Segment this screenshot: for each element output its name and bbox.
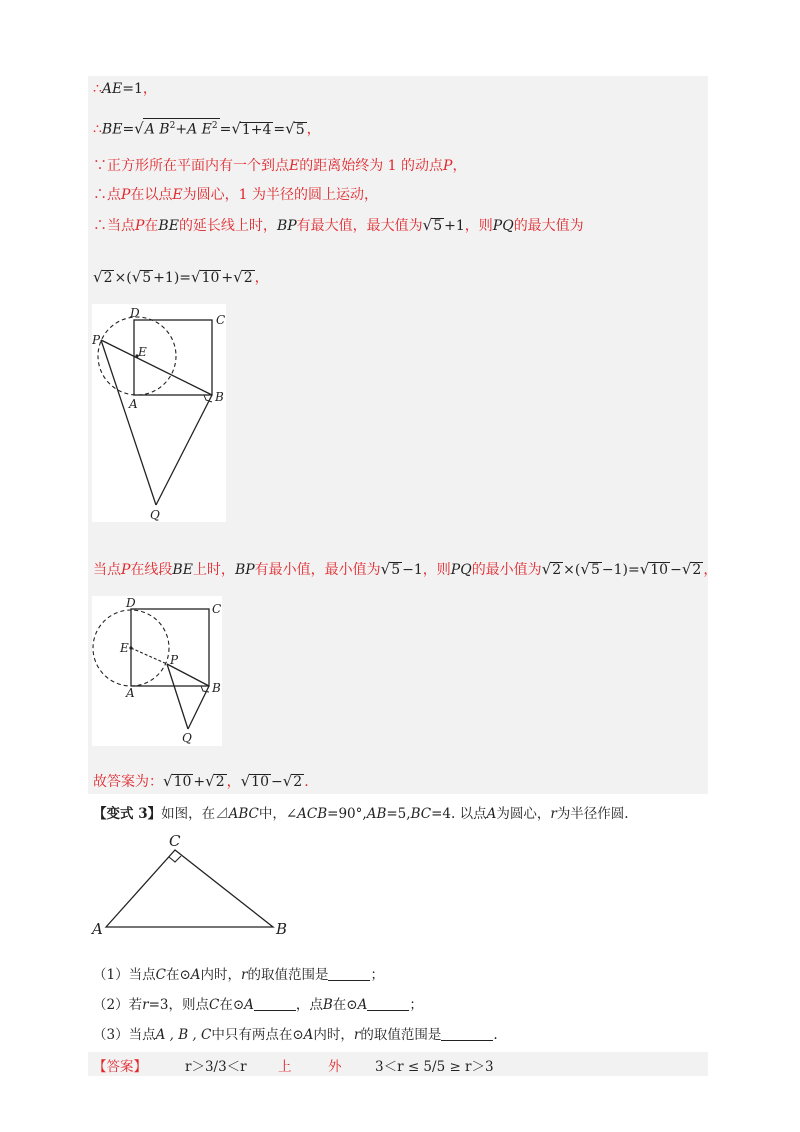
figure-2-min-case [92, 596, 222, 746]
center-e-dot [129, 646, 132, 649]
label-c: C [169, 832, 181, 850]
label-d: D [126, 596, 136, 610]
answer-blank-3[interactable] [367, 996, 409, 1011]
label-c: C [216, 313, 226, 327]
figure-3-diagram [90, 828, 295, 940]
answer-4: 3＜r ≤ 5/5 ≥ r＞3 [375, 1059, 494, 1075]
segment-bq [188, 686, 209, 729]
solution-line-3: ∵正方形所在平面内有一个到点E的距离始终为 1 的动点P， [93, 158, 467, 174]
label-e: E [120, 641, 129, 655]
question-1: （1）当点C在⊙A内时，r的取值范围是 ； [93, 967, 384, 983]
label-a: A [92, 920, 103, 938]
label-a: A [129, 397, 138, 411]
segment-pb [101, 340, 212, 395]
answer-3: 外 [328, 1059, 342, 1075]
variant-3-heading: 【变式 3】如图，在⊿ABC中，∠ACB=90°,AB=5,BC=4. 以点A为圆心，r为半径作圆. [93, 806, 629, 822]
answer-blank-4[interactable] [441, 1026, 493, 1041]
triangle-abc [106, 850, 273, 927]
answer-blank-1[interactable] [328, 966, 370, 981]
label-b: B [276, 920, 288, 938]
label-b: B [212, 681, 221, 695]
solution-line-5: ∴当点P在BE的延长线上时，BP有最大值，最大值为√5 +1，则PQ的最大值为 [93, 216, 584, 234]
segment-bq [156, 395, 212, 505]
figure-1-diagram [92, 304, 226, 522]
label-a: A [126, 686, 135, 700]
question-2: （2）若r=3，则点C在⊙A ，点B在⊙A ； [93, 997, 423, 1013]
solution-line-6: √2 ×(√5 +1)=√10 +√2 ， [93, 268, 269, 286]
segment-ep-dashed [131, 648, 167, 664]
label-q: Q [150, 508, 160, 522]
label-b: B [215, 390, 224, 404]
segment-pq [101, 340, 156, 505]
label-e: E [138, 345, 147, 359]
answer-label: 【答案】 [93, 1059, 147, 1075]
figure-1-max-case [92, 304, 226, 522]
answer-blank-2[interactable] [254, 996, 296, 1011]
label-p: P [92, 333, 101, 347]
answer-1: r＞3/3＜r [185, 1059, 247, 1075]
solution-line-8: 故答案为：√10 +√2 ，√10 −√2 . [93, 772, 309, 790]
right-angle-mark [169, 856, 181, 862]
solution-line-7: 当点P在线段BE上时，BP有最小值，最小值为√5 −1，则PQ的最小值为√2 ×(√5 −1)=√10 −√2 ， [93, 560, 718, 578]
question-3: （3）当点A , B , C中只有两点在⊙A内时，r的取值范围是 . [93, 1027, 498, 1043]
figure-2-diagram [92, 596, 222, 746]
label-d: D [130, 306, 140, 320]
figure-3-triangle [90, 828, 295, 940]
label-p: P [170, 653, 179, 667]
answer-2: 上 [278, 1059, 292, 1075]
label-q: Q [182, 731, 192, 745]
solution-line-4: ∴点P在以点E为圆心，1 为半径的圆上运动， [93, 187, 379, 203]
solution-line-2: ∴BE=√A $B^2+A$ $E^2 =√1+4 =√5$ ， [93, 119, 321, 138]
solution-line-1: ∴AE=1， [93, 81, 157, 97]
label-c: C [212, 602, 222, 616]
